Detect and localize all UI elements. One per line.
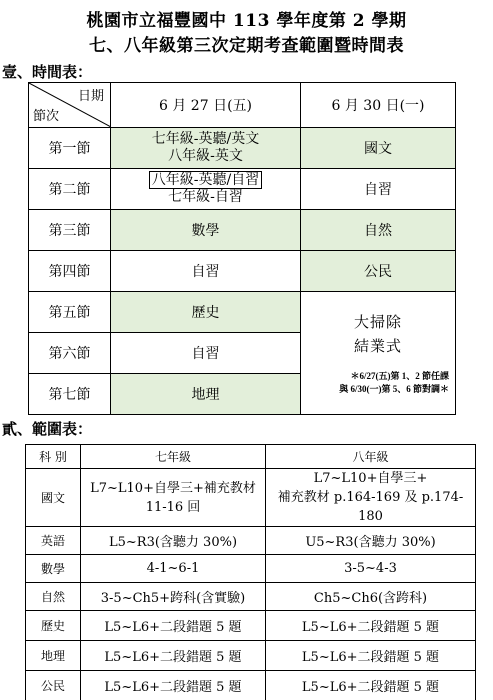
- p1-day1-line1: 七年級-英聽/英文: [151, 131, 260, 147]
- range-subject: 國文: [26, 469, 81, 527]
- range-g8-cell: L5~L6+二段錯題 5 題: [266, 611, 476, 641]
- range-header-grade8: 八年級: [266, 445, 476, 469]
- range-header-subject: 科 別: [26, 445, 81, 469]
- p4-day2-cell: 公民: [301, 251, 456, 292]
- range-g8-cell: 3-5~4-3: [266, 555, 476, 583]
- range-g7-chinese-line2: 11-16 回: [145, 499, 201, 515]
- merged-cell-day2: [301, 292, 456, 415]
- range-header-grade7: 七年級: [81, 445, 266, 469]
- range-g7-cell: L5~L6+二段錯題 5 題: [81, 611, 266, 641]
- range-g8-cell: Ch5~Ch6(含跨科): [266, 583, 476, 611]
- period-label: 第六節: [29, 333, 111, 374]
- document-title: 桃園市立福豐國中 113 學年度第 2 學期: [86, 11, 407, 31]
- range-subject: 公民: [26, 671, 81, 700]
- p2-day2-cell: 自習: [301, 169, 456, 210]
- note-line2: 與 6/30(一)第 5、6 節對調＊: [339, 384, 449, 394]
- period-label: 第一節: [29, 128, 111, 169]
- p6-day1-cell: 自習: [111, 333, 301, 374]
- range-g7-chinese-line1: L7~L10+自學三+補充教材: [90, 480, 256, 496]
- period-label: 第三節: [29, 210, 111, 251]
- p2-day1-line2: 七年級-自習: [168, 189, 243, 205]
- range-g7-cell: L5~R3(含聽力 30%): [81, 527, 266, 555]
- range-subject: 數學: [26, 555, 81, 583]
- header-date-label: 日期: [77, 89, 104, 104]
- section-heading-range: 貳、範圍表：: [2, 420, 93, 438]
- merged-line2: 結業式: [353, 337, 402, 355]
- range-g8-chinese-line2: 補充教材 p.164-169 及 p.174-180: [277, 490, 464, 524]
- period-label: 第五節: [29, 292, 111, 333]
- range-g8-cell: L5~L6+二段錯題 5 題: [266, 671, 476, 700]
- p2-day1-line1: 八年級-英聽/自習: [149, 171, 262, 189]
- p1-day2-cell: 國文: [301, 128, 456, 169]
- range-subject: 歷史: [26, 611, 81, 641]
- merged-line1: 大掃除: [353, 313, 402, 331]
- range-g8-cell: U5~R3(含聽力 30%): [266, 527, 476, 555]
- range-subject: 地理: [26, 641, 81, 671]
- p4-day1-cell: 自習: [111, 251, 301, 292]
- range-subject: 自然: [26, 583, 81, 611]
- period-label: 第七節: [29, 374, 111, 415]
- header-day2: 6 月 30 日(一): [301, 83, 456, 128]
- range-g7-cell: L5~L6+二段錯題 5 題: [81, 671, 266, 700]
- p5-day1-cell: 歷史: [111, 292, 301, 333]
- document-subtitle: 七、八年級第三次定期考查範圍暨時間表: [89, 36, 404, 56]
- p1-day1-line2: 八年級-英文: [168, 148, 243, 164]
- p3-day1-cell: 數學: [111, 210, 301, 251]
- p1-day1-cell: [111, 128, 301, 169]
- range-g8-cell: L5~L6+二段錯題 5 題: [266, 641, 476, 671]
- p2-day1-cell: [111, 169, 301, 210]
- note-line1: ＊6/27(五)第 1、2 節任課: [350, 371, 449, 381]
- range-g8-cell: [266, 469, 476, 527]
- p7-day1-cell: 地理: [111, 374, 301, 415]
- range-g8-chinese-line1: L7~L10+自學三+: [313, 471, 428, 486]
- range-g7-cell: [81, 469, 266, 527]
- period-label: 第四節: [29, 251, 111, 292]
- header-corner-cell: [29, 83, 111, 128]
- schedule-table: [28, 82, 456, 415]
- header-day1: 6 月 27 日(五): [111, 83, 301, 128]
- period-label: 第二節: [29, 169, 111, 210]
- range-g7-cell: 4-1~6-1: [81, 555, 266, 583]
- range-g7-cell: 3-5~Ch5+跨科(含實驗): [81, 583, 266, 611]
- range-subject: 英語: [26, 527, 81, 555]
- section-heading-schedule: 壹、時間表：: [2, 63, 93, 81]
- header-period-label: 節次: [33, 109, 60, 124]
- range-g7-cell: L5~L6+二段錯題 5 題: [81, 641, 266, 671]
- range-table: [25, 444, 476, 700]
- p3-day2-cell: 自然: [301, 210, 456, 251]
